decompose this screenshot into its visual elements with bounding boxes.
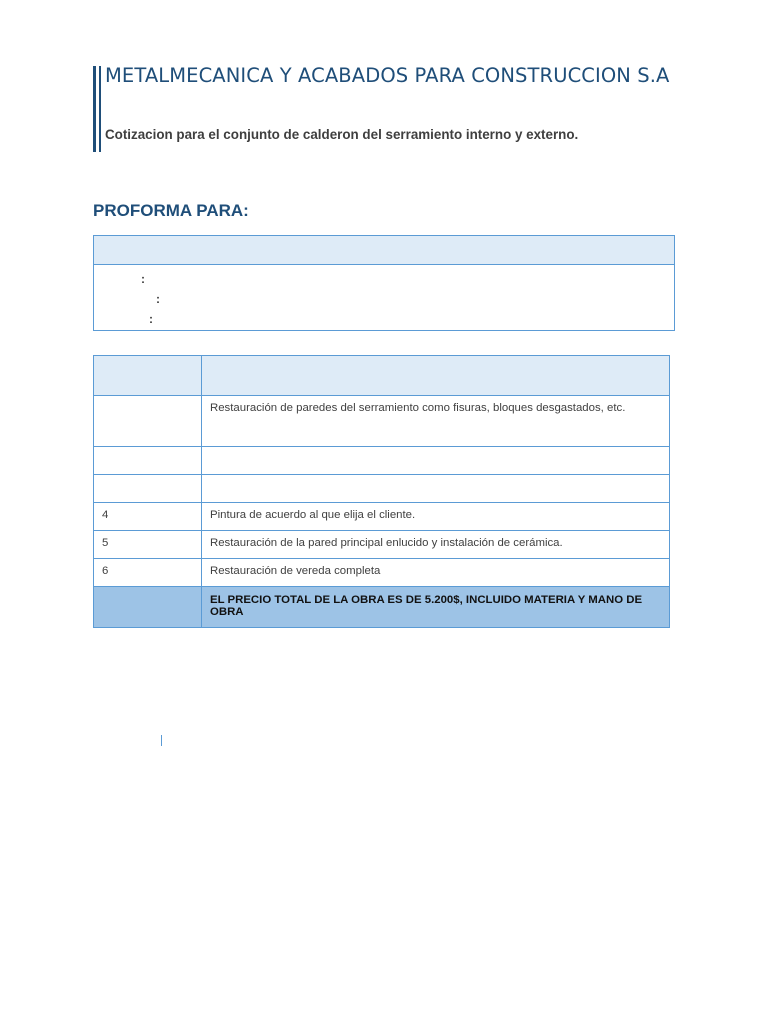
item-description-cell[interactable]	[202, 475, 670, 503]
table-header-cell[interactable]	[94, 356, 202, 396]
header-accent-bar	[93, 66, 96, 152]
item-description-cell[interactable]	[202, 447, 670, 475]
client-info-header[interactable]	[94, 236, 674, 265]
table-row	[94, 503, 670, 531]
item-number-cell[interactable]	[94, 396, 202, 447]
table-row	[94, 559, 670, 587]
item-number-cell[interactable]	[94, 447, 202, 475]
table-row	[94, 475, 670, 503]
document-subtitle[interactable]: Cotizacion para el conjunto de calderon del serramiento interno y externo.	[105, 127, 579, 142]
table-row	[94, 396, 670, 447]
client-field-colon: :	[149, 312, 153, 326]
client-info-box	[93, 235, 675, 331]
item-description-cell[interactable]: Restauración de vereda completa	[202, 559, 670, 587]
item-number-cell[interactable]: 4	[94, 503, 202, 531]
proforma-heading[interactable]: PROFORMA PARA:	[93, 201, 249, 220]
table-header-cell[interactable]	[202, 356, 670, 396]
item-description-cell[interactable]: Restauración de la pared principal enlucido y instalación de cerámica.	[202, 531, 670, 559]
item-number-cell[interactable]	[94, 475, 202, 503]
item-description-cell[interactable]: Pintura de acuerdo al que elija el cliente.	[202, 503, 670, 531]
item-number-cell[interactable]: 5	[94, 531, 202, 559]
table-header-row	[94, 356, 670, 396]
table-row	[94, 447, 670, 475]
total-row	[94, 587, 670, 628]
document-header	[93, 66, 673, 152]
header-accent-bar-inner	[99, 66, 101, 152]
total-price-cell[interactable]: EL PRECIO TOTAL DE LA OBRA ES DE 5.200$, INCLUIDO MATERIA Y MANO DE OBRA	[202, 587, 670, 628]
total-number-cell[interactable]	[94, 587, 202, 628]
text-cursor	[161, 735, 162, 746]
company-name[interactable]: METALMECANICA Y ACABADOS PARA CONSTRUCCION S.A	[105, 64, 670, 87]
items-table	[93, 355, 670, 628]
client-field-colon: :	[156, 292, 160, 306]
client-field-colon: :	[141, 272, 145, 286]
item-description-cell[interactable]: Restauración de paredes del serramiento como fisuras, bloques desgastados, etc.	[202, 396, 670, 447]
table-row	[94, 531, 670, 559]
item-number-cell[interactable]: 6	[94, 559, 202, 587]
